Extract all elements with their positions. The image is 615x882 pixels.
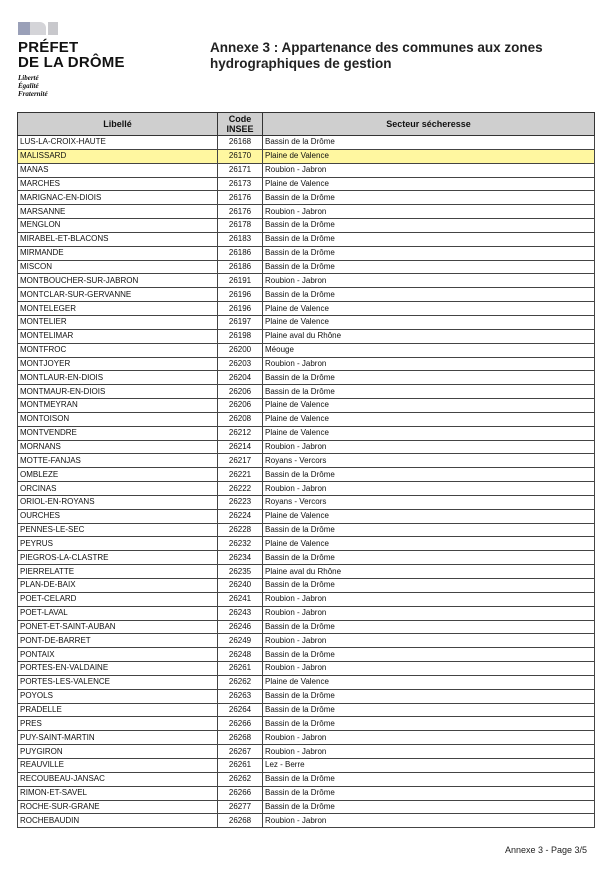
cell-code-insee: 26261 xyxy=(218,662,263,676)
cell-secteur: Plaine de Valence xyxy=(263,426,595,440)
cell-secteur: Roubion - Jabron xyxy=(263,357,595,371)
cell-code-insee: 26206 xyxy=(218,385,263,399)
table-row xyxy=(18,343,595,357)
cell-secteur: Roubion - Jabron xyxy=(263,592,595,606)
cell-secteur: Méouge xyxy=(263,343,595,357)
cell-secteur: Bassin de la Drôme xyxy=(263,703,595,717)
cell-libelle: PUY-SAINT-MARTIN xyxy=(18,731,218,745)
cell-secteur: Bassin de la Drôme xyxy=(263,246,595,260)
table-row xyxy=(18,495,595,509)
cell-libelle: OMBLEZE xyxy=(18,468,218,482)
table-row xyxy=(18,371,595,385)
table-row xyxy=(18,523,595,537)
table-row xyxy=(18,357,595,371)
table-row xyxy=(18,288,595,302)
cell-secteur: Roubion - Jabron xyxy=(263,731,595,745)
table-row xyxy=(18,786,595,800)
cell-code-insee: 26263 xyxy=(218,689,263,703)
authority-name: PRÉFET DE LA DRÔME xyxy=(18,39,125,71)
cell-libelle: MONTJOYER xyxy=(18,357,218,371)
cell-libelle: PENNES-LE-SEC xyxy=(18,523,218,537)
republic-motto: Liberté Égalité Fraternité xyxy=(18,74,48,98)
cell-code-insee: 26186 xyxy=(218,260,263,274)
table-row xyxy=(18,136,595,150)
cell-code-insee: 26243 xyxy=(218,606,263,620)
prefecture-logo xyxy=(18,20,148,98)
cell-libelle: MONTFROC xyxy=(18,343,218,357)
table-row xyxy=(18,454,595,468)
cell-libelle: PRADELLE xyxy=(18,703,218,717)
cell-code-insee: 26264 xyxy=(218,703,263,717)
cell-code-insee: 26228 xyxy=(218,523,263,537)
cell-code-insee: 26277 xyxy=(218,800,263,814)
cell-secteur: Roubion - Jabron xyxy=(263,606,595,620)
cell-libelle: MONTELIMAR xyxy=(18,329,218,343)
document-title: Annexe 3 : Appartenance des communes aux zones hydrographiques de gestion xyxy=(210,40,543,71)
cell-secteur: Plaine de Valence xyxy=(263,315,595,329)
cell-libelle: POET-CELARD xyxy=(18,592,218,606)
table-row xyxy=(18,468,595,482)
cell-libelle: ROCHE-SUR-GRANE xyxy=(18,800,218,814)
cell-secteur: Roubion - Jabron xyxy=(263,745,595,759)
cell-secteur: Roubion - Jabron xyxy=(263,163,595,177)
table-row xyxy=(18,551,595,565)
cell-libelle: POYOLS xyxy=(18,689,218,703)
cell-libelle: MONTCLAR-SUR-GERVANNE xyxy=(18,288,218,302)
communes-table xyxy=(17,112,595,828)
table-row xyxy=(18,592,595,606)
cell-secteur: Bassin de la Drôme xyxy=(263,288,595,302)
cell-secteur: Plaine aval du Rhône xyxy=(263,565,595,579)
cell-secteur: Plaine de Valence xyxy=(263,509,595,523)
cell-secteur: Plaine de Valence xyxy=(263,177,595,191)
table-row xyxy=(18,385,595,399)
table-row xyxy=(18,675,595,689)
cell-code-insee: 26186 xyxy=(218,246,263,260)
cell-code-insee: 26170 xyxy=(218,149,263,163)
cell-libelle: MONTELEGER xyxy=(18,302,218,316)
cell-code-insee: 26262 xyxy=(218,772,263,786)
cell-code-insee: 26262 xyxy=(218,675,263,689)
cell-libelle: MISCON xyxy=(18,260,218,274)
cell-code-insee: 26198 xyxy=(218,329,263,343)
cell-secteur: Royans - Vercors xyxy=(263,495,595,509)
table-row xyxy=(18,232,595,246)
table-row xyxy=(18,315,595,329)
table-row xyxy=(18,814,595,828)
cell-libelle: MONTBOUCHER-SUR-JABRON xyxy=(18,274,218,288)
cell-code-insee: 26248 xyxy=(218,648,263,662)
cell-secteur: Bassin de la Drôme xyxy=(263,260,595,274)
cell-libelle: MARSANNE xyxy=(18,205,218,219)
cell-code-insee: 26267 xyxy=(218,745,263,759)
cell-secteur: Roubion - Jabron xyxy=(263,482,595,496)
cell-code-insee: 26266 xyxy=(218,786,263,800)
table-row xyxy=(18,537,595,551)
cell-code-insee: 26200 xyxy=(218,343,263,357)
cell-code-insee: 26183 xyxy=(218,232,263,246)
cell-secteur: Royans - Vercors xyxy=(263,454,595,468)
cell-secteur: Bassin de la Drôme xyxy=(263,579,595,593)
cell-code-insee: 26232 xyxy=(218,537,263,551)
cell-secteur: Bassin de la Drôme xyxy=(263,232,595,246)
cell-libelle: MONTELIER xyxy=(18,315,218,329)
table-row xyxy=(18,440,595,454)
column-header-code-insee: Code INSEE xyxy=(218,113,263,136)
cell-code-insee: 26191 xyxy=(218,274,263,288)
page-footer: Annexe 3 - Page 3/5 xyxy=(505,845,588,855)
cell-libelle: RIMON-ET-SAVEL xyxy=(18,786,218,800)
cell-code-insee: 26176 xyxy=(218,205,263,219)
cell-libelle: PRES xyxy=(18,717,218,731)
cell-code-insee: 26178 xyxy=(218,219,263,233)
cell-secteur: Roubion - Jabron xyxy=(263,634,595,648)
cell-code-insee: 26206 xyxy=(218,399,263,413)
column-header-secteur: Secteur sécheresse xyxy=(263,113,595,136)
table-row xyxy=(18,274,595,288)
cell-libelle: PONET-ET-SAINT-AUBAN xyxy=(18,620,218,634)
cell-secteur: Plaine de Valence xyxy=(263,675,595,689)
table-row xyxy=(18,565,595,579)
cell-code-insee: 26249 xyxy=(218,634,263,648)
cell-code-insee: 26268 xyxy=(218,814,263,828)
cell-libelle: RECOUBEAU-JANSAC xyxy=(18,772,218,786)
cell-secteur: Bassin de la Drôme xyxy=(263,786,595,800)
cell-secteur: Roubion - Jabron xyxy=(263,814,595,828)
table-row xyxy=(18,260,595,274)
cell-secteur: Bassin de la Drôme xyxy=(263,219,595,233)
table-row xyxy=(18,399,595,413)
cell-libelle: MIRABEL-ET-BLACONS xyxy=(18,232,218,246)
cell-secteur: Bassin de la Drôme xyxy=(263,717,595,731)
cell-code-insee: 26196 xyxy=(218,302,263,316)
table-row xyxy=(18,800,595,814)
cell-secteur: Plaine de Valence xyxy=(263,537,595,551)
cell-secteur: Bassin de la Drôme xyxy=(263,136,595,150)
table-row xyxy=(18,620,595,634)
cell-libelle: MIRMANDE xyxy=(18,246,218,260)
cell-libelle: PIERRELATTE xyxy=(18,565,218,579)
cell-code-insee: 26221 xyxy=(218,468,263,482)
table-row xyxy=(18,703,595,717)
cell-secteur: Bassin de la Drôme xyxy=(263,772,595,786)
cell-code-insee: 26197 xyxy=(218,315,263,329)
cell-code-insee: 26217 xyxy=(218,454,263,468)
cell-secteur: Bassin de la Drôme xyxy=(263,523,595,537)
cell-libelle: MARCHES xyxy=(18,177,218,191)
table-row xyxy=(18,717,595,731)
table-row xyxy=(18,772,595,786)
cell-libelle: REAUVILLE xyxy=(18,758,218,772)
table-row xyxy=(18,163,595,177)
marianne-icon xyxy=(18,20,148,36)
cell-libelle: PONT-DE-BARRET xyxy=(18,634,218,648)
cell-code-insee: 26176 xyxy=(218,191,263,205)
cell-secteur: Roubion - Jabron xyxy=(263,440,595,454)
cell-code-insee: 26266 xyxy=(218,717,263,731)
table-row xyxy=(18,509,595,523)
cell-libelle: ORIOL-EN-ROYANS xyxy=(18,495,218,509)
cell-code-insee: 26203 xyxy=(218,357,263,371)
cell-libelle: MONTOISON xyxy=(18,412,218,426)
cell-libelle: MENGLON xyxy=(18,219,218,233)
cell-code-insee: 26224 xyxy=(218,509,263,523)
cell-code-insee: 26235 xyxy=(218,565,263,579)
cell-libelle: LUS-LA-CROIX-HAUTE xyxy=(18,136,218,150)
table-row xyxy=(18,177,595,191)
cell-code-insee: 26196 xyxy=(218,288,263,302)
cell-libelle: PONTAIX xyxy=(18,648,218,662)
cell-libelle: MANAS xyxy=(18,163,218,177)
cell-libelle: MORNANS xyxy=(18,440,218,454)
cell-code-insee: 26204 xyxy=(218,371,263,385)
cell-code-insee: 26168 xyxy=(218,136,263,150)
cell-code-insee: 26261 xyxy=(218,758,263,772)
cell-code-insee: 26222 xyxy=(218,482,263,496)
cell-secteur: Bassin de la Drôme xyxy=(263,800,595,814)
cell-secteur: Bassin de la Drôme xyxy=(263,551,595,565)
cell-libelle: POET-LAVAL xyxy=(18,606,218,620)
table-row xyxy=(18,191,595,205)
cell-secteur: Bassin de la Drôme xyxy=(263,648,595,662)
table-row xyxy=(18,606,595,620)
table-header-row xyxy=(18,113,595,136)
table-row xyxy=(18,662,595,676)
cell-secteur: Roubion - Jabron xyxy=(263,205,595,219)
cell-libelle: MONTVENDRE xyxy=(18,426,218,440)
table-row xyxy=(18,426,595,440)
cell-code-insee: 26241 xyxy=(218,592,263,606)
cell-libelle: MONTMAUR-EN-DIOIS xyxy=(18,385,218,399)
table-row xyxy=(18,412,595,426)
cell-secteur: Plaine de Valence xyxy=(263,302,595,316)
cell-secteur: Plaine de Valence xyxy=(263,399,595,413)
cell-secteur: Bassin de la Drôme xyxy=(263,191,595,205)
table-row xyxy=(18,329,595,343)
cell-libelle: MALISSARD xyxy=(18,149,218,163)
cell-secteur: Roubion - Jabron xyxy=(263,662,595,676)
cell-secteur: Plaine de Valence xyxy=(263,149,595,163)
cell-libelle: ROCHEBAUDIN xyxy=(18,814,218,828)
cell-secteur: Bassin de la Drôme xyxy=(263,689,595,703)
table-row xyxy=(18,731,595,745)
cell-secteur: Plaine de Valence xyxy=(263,412,595,426)
cell-secteur: Lez - Berre xyxy=(263,758,595,772)
cell-secteur: Roubion - Jabron xyxy=(263,274,595,288)
cell-secteur: Plaine aval du Rhône xyxy=(263,329,595,343)
table-row xyxy=(18,205,595,219)
table-row xyxy=(18,219,595,233)
cell-libelle: OURCHES xyxy=(18,509,218,523)
cell-code-insee: 26240 xyxy=(218,579,263,593)
cell-secteur: Bassin de la Drôme xyxy=(263,620,595,634)
cell-libelle: MOTTE-FANJAS xyxy=(18,454,218,468)
table-row xyxy=(18,634,595,648)
cell-code-insee: 26214 xyxy=(218,440,263,454)
cell-libelle: PLAN-DE-BAIX xyxy=(18,579,218,593)
cell-code-insee: 26171 xyxy=(218,163,263,177)
column-header-libelle: Libellé xyxy=(18,113,218,136)
cell-code-insee: 26234 xyxy=(218,551,263,565)
cell-libelle: MONTMEYRAN xyxy=(18,399,218,413)
cell-code-insee: 26208 xyxy=(218,412,263,426)
cell-libelle: MONTLAUR-EN-DIOIS xyxy=(18,371,218,385)
cell-libelle: MARIGNAC-EN-DIOIS xyxy=(18,191,218,205)
table-row xyxy=(18,758,595,772)
table-row xyxy=(18,579,595,593)
cell-secteur: Bassin de la Drôme xyxy=(263,385,595,399)
table-row xyxy=(18,689,595,703)
table-row xyxy=(18,302,595,316)
table-row xyxy=(18,745,595,759)
cell-libelle: PIEGROS-LA-CLASTRE xyxy=(18,551,218,565)
cell-code-insee: 26268 xyxy=(218,731,263,745)
cell-code-insee: 26212 xyxy=(218,426,263,440)
cell-code-insee: 26246 xyxy=(218,620,263,634)
table-row xyxy=(18,648,595,662)
cell-libelle: ORCINAS xyxy=(18,482,218,496)
cell-libelle: PEYRUS xyxy=(18,537,218,551)
cell-code-insee: 26173 xyxy=(218,177,263,191)
cell-libelle: PORTES-EN-VALDAINE xyxy=(18,662,218,676)
cell-libelle: PUYGIRON xyxy=(18,745,218,759)
cell-code-insee: 26223 xyxy=(218,495,263,509)
table-row xyxy=(18,482,595,496)
cell-libelle: PORTES-LES-VALENCE xyxy=(18,675,218,689)
table-row xyxy=(18,246,595,260)
cell-secteur: Bassin de la Drôme xyxy=(263,371,595,385)
cell-secteur: Bassin de la Drôme xyxy=(263,468,595,482)
table-row xyxy=(18,149,595,163)
